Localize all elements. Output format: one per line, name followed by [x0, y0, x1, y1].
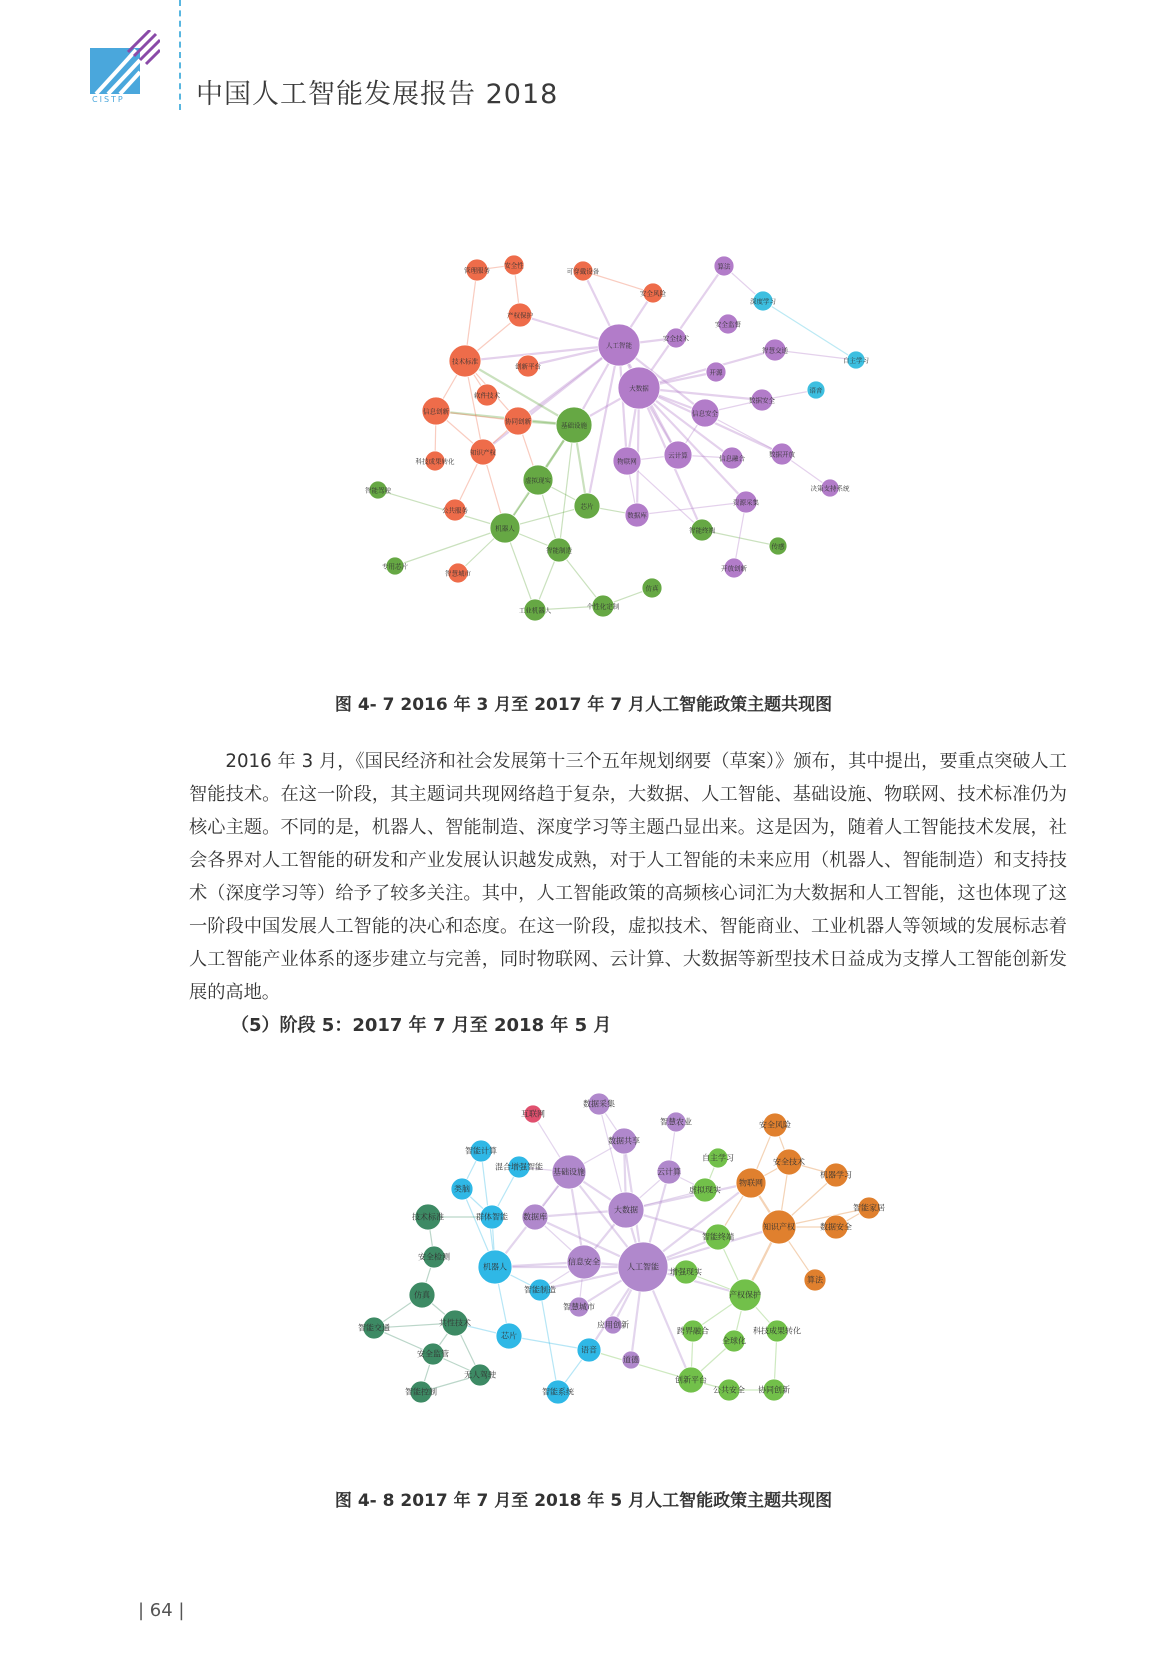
node-label: 物联网 — [617, 457, 637, 466]
network-node — [758, 1379, 790, 1401]
network-node — [412, 1204, 444, 1230]
network-node — [478, 1250, 512, 1284]
network-node — [442, 499, 469, 521]
header-divider — [179, 0, 181, 110]
network-node — [464, 259, 491, 281]
network-node — [618, 1242, 668, 1292]
node-label: 数据安全 — [820, 1222, 852, 1232]
network-node — [722, 1330, 746, 1352]
network-node — [417, 1343, 449, 1365]
network-node — [504, 407, 532, 435]
node-label: 芯片 — [501, 1331, 517, 1341]
node-label: 数据采集 — [583, 1099, 615, 1109]
node-label: 创新平台 — [515, 362, 541, 371]
node-label: 个性化定制 — [586, 602, 620, 611]
node-label: 应用创新 — [597, 1320, 629, 1330]
figure-4-7-caption: 图 4- 7 2016 年 3 月至 2017 年 7 月人工智能政策主题共现图 — [334, 695, 833, 715]
node-label: 数据库 — [523, 1212, 547, 1222]
logo-text: CISTP — [92, 95, 125, 104]
node-label: 公共服务 — [442, 506, 468, 515]
network-node — [365, 481, 392, 499]
node-label: 资源采集 — [733, 498, 759, 507]
network-node — [759, 1113, 791, 1137]
network-node — [749, 389, 776, 411]
network-edge — [395, 528, 505, 566]
network-node — [721, 558, 748, 578]
node-label: 道德 — [623, 1355, 639, 1365]
node-label: 机器人 — [483, 1262, 507, 1272]
node-label: 智能驾驶 — [365, 486, 391, 495]
network-node — [733, 491, 760, 513]
node-label: 智能计算 — [465, 1146, 497, 1156]
node-label: 安全风险 — [640, 289, 666, 298]
network-node — [451, 1178, 473, 1200]
node-label: 人工智能 — [606, 341, 632, 350]
network-node — [670, 1260, 702, 1284]
node-label: 知识产权 — [470, 448, 496, 457]
node-label: 创新平台 — [675, 1375, 707, 1385]
section-heading-stage-5: （5）阶段 5：2017 年 7 月至 2018 年 5 月 — [231, 1015, 612, 1036]
network-node — [769, 443, 796, 465]
node-label: 基础设施 — [553, 1167, 585, 1177]
network-node — [409, 1282, 435, 1308]
figure-4-8-network — [330, 1085, 930, 1455]
network-node — [507, 303, 534, 327]
figure-4-8-caption: 图 4- 8 2017 年 7 月至 2018 年 5 月人工智能政策主题共现图 — [334, 1491, 833, 1511]
network-node — [820, 1163, 852, 1187]
node-label: 芯片 — [580, 502, 594, 511]
network-node — [567, 261, 600, 281]
node-label: 智能控制 — [405, 1387, 437, 1397]
node-label: 大数据 — [614, 1205, 638, 1215]
running-header-title: 中国人工智能发展报告 2018 — [196, 79, 559, 110]
node-label: 工业机器人 — [518, 606, 552, 615]
page-number: | 64 | — [138, 1600, 185, 1621]
network-node — [519, 599, 552, 621]
network-node — [714, 256, 734, 276]
network-node — [382, 557, 409, 575]
network-node — [608, 1128, 640, 1154]
node-label: 算法 — [807, 1275, 823, 1285]
network-node — [422, 397, 450, 425]
cistp-logo — [90, 30, 160, 104]
network-node — [418, 1246, 450, 1268]
node-label: 无人驾驶 — [464, 1370, 496, 1380]
network-node — [618, 367, 660, 409]
body-paragraph: 2016 年 3 月，《国民经济和社会发展第十三个五年规划纲要（草案）》颁布，其中提出，要重点突破人工智能技术。在这一阶段，其主题词共现网络趋于复杂，大数据、人工智能、基础设施、物联网、技术标准仍为核心主题。不同的是，机器人、智能制造、深度学习等主题凸显出来。这是因为，随着人工智能技术发展，社会各界对人工智能的研发和产业发展认识越发成熟，对于人工智能的未来应用（机器人、智能制造）和支持技术（深度学习等）给予了较多关注。其中，人工智能政策的高频核心词汇为大数据和人工智能，这也体现了这一阶段中国发展人工智能的决心和态度。在这一阶段，虚拟技术、智能商业、工业机器人等领域的发展标志着人工智能产业体系的逐步建立与完善，同时物联网、云计算、大数据等新型技术日益成为支撑人工智能创新发展的高地。 — [189, 751, 1067, 1003]
network-node — [753, 1320, 801, 1342]
node-label: 互联网 — [521, 1109, 545, 1119]
node-label: 人工智能 — [627, 1262, 659, 1272]
network-node — [405, 1381, 437, 1403]
network-node — [474, 384, 501, 406]
node-label: 跨界融合 — [677, 1326, 709, 1336]
network-node — [702, 1224, 734, 1250]
network-node — [769, 537, 787, 555]
network-edge — [639, 388, 746, 502]
network-node — [496, 1323, 522, 1349]
network-node — [515, 355, 542, 377]
node-label: 数据安全 — [749, 396, 775, 405]
node-label: 开源 — [709, 368, 723, 377]
network-node — [476, 1205, 508, 1229]
network-node — [625, 503, 649, 527]
network-node — [729, 1279, 761, 1311]
node-label: 科技成果转化 — [415, 457, 455, 466]
node-label: 安全性 — [504, 261, 524, 270]
network-node — [660, 1112, 692, 1132]
node-label: 虚拟现实 — [689, 1185, 721, 1195]
network-graph-4-8 — [330, 1085, 930, 1455]
network-node — [470, 439, 497, 465]
network-node — [577, 1338, 601, 1362]
node-label: 物联网 — [739, 1178, 763, 1188]
node-label: 技术标准 — [452, 357, 478, 366]
node-label: 虚拟现实 — [525, 476, 551, 485]
network-node — [691, 399, 719, 427]
network-node — [853, 1197, 885, 1219]
node-label: 数据共享 — [608, 1136, 640, 1146]
network-node — [416, 451, 456, 471]
network-node — [449, 345, 481, 377]
node-label: 机器人 — [495, 524, 515, 533]
network-node — [663, 328, 690, 348]
node-label: 软件技术 — [474, 391, 500, 400]
node-label: 增强现实 — [670, 1267, 702, 1277]
node-label: 基础设施 — [561, 421, 587, 430]
network-node — [465, 1140, 497, 1162]
network-node — [552, 1155, 586, 1189]
network-node — [804, 1269, 826, 1291]
network-node — [715, 314, 742, 334]
network-node — [490, 513, 520, 543]
node-label: 全球化 — [722, 1336, 746, 1346]
node-label: 自主学习 — [702, 1153, 734, 1163]
network-node — [750, 291, 776, 311]
node-label: 深度学习 — [750, 297, 776, 306]
node-label: 智慧农业 — [660, 1117, 692, 1127]
network-node — [445, 563, 472, 583]
network-node — [583, 1093, 615, 1115]
network-node — [522, 1204, 548, 1230]
node-label: 仿真 — [645, 584, 659, 593]
node-label: 安全监管 — [417, 1349, 449, 1359]
node-label: 智能交通 — [358, 1323, 390, 1333]
network-node — [464, 1364, 496, 1386]
network-node — [762, 1210, 796, 1244]
network-node — [546, 538, 573, 562]
node-label: 技术标准 — [412, 1212, 444, 1222]
node-label: 云计算 — [668, 451, 688, 460]
figure-4-7-network — [320, 168, 940, 678]
node-label: 协同创新 — [758, 1385, 790, 1395]
node-label: 信息安全 — [568, 1257, 600, 1267]
network-node — [675, 1367, 707, 1393]
node-label: 类脑 — [454, 1184, 470, 1194]
node-label: 传感 — [771, 542, 785, 551]
node-label: 可穿戴设备 — [566, 267, 600, 276]
network-node — [736, 1168, 766, 1198]
network-node — [713, 1379, 745, 1401]
node-label: 安全技术 — [663, 334, 689, 343]
network-node — [567, 1245, 601, 1279]
node-label: 群体智能 — [476, 1212, 508, 1222]
node-label: 知识产权 — [763, 1222, 795, 1232]
node-label: 智能家居 — [853, 1203, 885, 1213]
network-node — [495, 1156, 543, 1178]
node-label: 协同创新 — [505, 417, 531, 426]
network-edge — [465, 345, 619, 361]
network-node — [622, 1351, 640, 1369]
node-label: 智慧城市 — [445, 569, 471, 578]
node-label: 仿真 — [414, 1290, 430, 1300]
node-label: 自主学习 — [843, 356, 869, 365]
network-node — [762, 339, 789, 361]
network-node — [504, 255, 524, 275]
network-node — [574, 493, 600, 519]
network-node — [706, 362, 726, 382]
network-node — [664, 441, 692, 469]
node-label: 数据库 — [627, 511, 647, 520]
network-node — [608, 1192, 644, 1228]
node-label: 管理服务 — [464, 266, 490, 275]
network-node — [642, 578, 662, 598]
node-label: 智能终端 — [702, 1232, 734, 1242]
network-node — [521, 1105, 545, 1123]
body-text — [189, 745, 1067, 1009]
node-label: 智慧城市 — [563, 1302, 595, 1312]
node-label: 语音 — [581, 1345, 597, 1355]
node-label: 智能制造 — [546, 546, 572, 555]
node-label: 混合增强智能 — [495, 1162, 543, 1172]
node-label: 智能终端 — [689, 526, 715, 535]
node-label: 产权保护 — [729, 1290, 761, 1300]
node-label: 智慧交通 — [762, 346, 788, 355]
network-graph-4-7 — [320, 168, 940, 678]
network-node — [811, 479, 851, 497]
network-node — [773, 1149, 805, 1175]
node-label: 决策支持系统 — [810, 484, 850, 493]
node-label: 开放创新 — [721, 564, 747, 573]
network-node — [657, 1160, 681, 1184]
node-label: 公共安全 — [713, 1385, 745, 1395]
network-node — [689, 1178, 721, 1202]
node-label: 机器学习 — [820, 1170, 852, 1180]
network-node — [523, 465, 553, 495]
network-node — [598, 324, 640, 366]
node-label: 信息融合 — [719, 454, 745, 463]
node-label: 智能制造 — [524, 1285, 556, 1295]
node-label: 智能系统 — [542, 1387, 574, 1397]
page-number-value: 64 — [149, 1600, 173, 1621]
node-label: 信息创新 — [423, 407, 449, 416]
node-label: 数据开放 — [769, 450, 795, 459]
node-label: 共性技术 — [439, 1318, 471, 1328]
node-label: 安全风险 — [759, 1120, 791, 1130]
node-label: 大数据 — [629, 384, 649, 393]
network-node — [542, 1380, 574, 1404]
network-node — [640, 283, 667, 303]
node-label: 信息安全 — [692, 409, 718, 418]
network-edge — [540, 1290, 558, 1392]
node-label: 产权保护 — [507, 311, 533, 320]
node-label: 安全技术 — [773, 1157, 805, 1167]
network-node — [702, 1148, 734, 1168]
network-node — [820, 1215, 852, 1239]
node-label: 安全检测 — [418, 1252, 450, 1262]
node-label: 安全监督 — [715, 320, 741, 329]
node-label: 算法 — [717, 262, 731, 271]
node-label: 语音 — [809, 386, 823, 395]
network-node — [587, 595, 620, 617]
network-node — [807, 381, 825, 399]
node-label: 云计算 — [657, 1167, 681, 1177]
node-label: 专用芯片 — [382, 562, 408, 571]
network-node — [613, 447, 641, 475]
node-label: 科技成果转化 — [753, 1326, 801, 1336]
network-node — [556, 407, 592, 443]
